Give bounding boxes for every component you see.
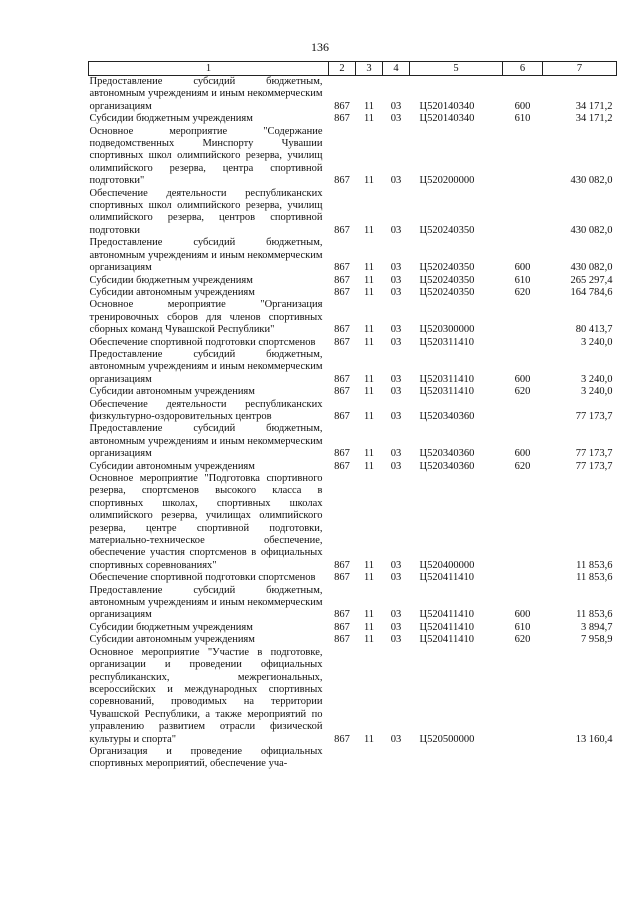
row-amount [543,746,617,771]
table-row [89,585,617,622]
row-description: Обеспечение спортивной подготовки спортсменов [89,572,316,584]
row-section-code: 11 [363,175,375,187]
row-expense-type: 610 [514,113,531,125]
row-ministry-code: 867 [334,373,350,385]
row-subsection-code: 03 [390,621,402,633]
row-ministry-code: 867 [334,386,350,398]
row-ministry-code: 867 [334,175,350,187]
row-section-code: 11 [363,373,375,385]
header-cell: 4 [383,62,410,76]
row-expense-type [503,572,543,584]
header-cell: 1 [89,62,329,76]
row-amount: 77 173,7 [575,448,613,460]
row-expense-type: 600 [514,373,531,385]
row-description: Субсидии автономным учреждениям [89,634,255,646]
row-expense-type [503,188,543,238]
row-expense-type [503,399,543,424]
row-subsection-code: 03 [390,262,402,274]
row-ministry-code: 867 [334,634,350,646]
row-subsection-code: 03 [390,373,402,385]
row-description: Обеспечение спортивной подготовки спортсменов [89,336,316,348]
row-subsection-code: 03 [390,100,402,112]
row-target-code: Ц520311410 [419,373,474,385]
row-description: Основное мероприятие "Содержание подведомственных Минспорту Чувашии спортивных школ олимпийского резерва, училищ олимпийского резерва, центра спортивной подготовки" [89,125,323,187]
row-expense-type: 610 [514,621,531,633]
row-amount: 13 160,4 [575,733,613,745]
row-expense-type [503,746,543,771]
row-target-code: Ц520200000 [419,175,475,187]
row-expense-type: 600 [514,609,531,621]
row-amount: 3 240,0 [581,336,613,348]
row-amount: 164 784,6 [570,286,613,298]
row-section-code: 11 [363,113,375,125]
row-section-code: 11 [363,559,375,571]
row-target-code: Ц520340360 [419,460,475,472]
row-target-code: Ц520340360 [419,448,475,460]
row-section-code: 11 [363,336,375,348]
row-section-code: 11 [363,572,375,584]
table-row [89,113,617,125]
table-row [89,237,617,274]
table-body [89,76,617,771]
row-amount: 430 082,0 [570,175,613,187]
row-ministry-code: 867 [334,286,350,298]
table-row [89,634,617,646]
row-description: Организация и проведение официальных спортивных мероприятий, обеспечение уча- [89,745,323,770]
row-description: Обеспечение деятельности республиканских физкультурно-оздоровительных центров [89,398,323,422]
table-row [89,423,617,460]
row-description: Субсидии бюджетным учреждениям [89,113,253,125]
row-target-code: Ц520400000 [419,559,475,571]
table-row [89,572,617,584]
row-section-code: 11 [363,262,375,274]
table-row [89,76,617,114]
row-description: Субсидии автономным учреждениям [89,286,255,298]
row-amount: 430 082,0 [570,262,613,274]
row-ministry-code: 867 [334,448,350,460]
table-row [89,399,617,424]
row-expense-type: 620 [514,460,531,472]
row-amount: 7 958,9 [581,634,613,646]
row-ministry-code: 867 [334,113,350,125]
row-expense-type: 620 [514,286,531,298]
row-section-code: 11 [363,410,375,422]
table-row [89,386,617,398]
row-target-code: Ц520140340 [419,100,475,112]
row-amount: 3 240,0 [581,373,613,385]
row-target-code: Ц520240350 [419,262,475,274]
row-subsection-code: 03 [390,448,402,460]
row-target-code: Ц520411410 [419,634,474,646]
row-section-code: 11 [363,460,375,472]
row-section-code: 11 [363,386,375,398]
row-subsection-code: 03 [390,336,402,348]
row-description: Основное мероприятие "Участие в подготовке, организации и проведении официальных республиканских, межрегиональных, всероссийских и международных спортивных соревнований, проводимых на территории Чувашской Республики, а также мероприятий по управлению развитием отрасли физической культуры и спорта" [89,646,323,745]
table-row [89,299,617,336]
row-ministry-code: 867 [334,609,350,621]
row-subsection-code: 03 [390,113,402,125]
row-amount: 34 171,2 [575,100,613,112]
row-expense-type [503,126,543,188]
row-description: Обеспечение деятельности республиканских спортивных школ олимпийского резерва, училищ олимпийского резерва, центров спортивной подготовки [89,187,323,236]
row-target-code: Ц520240350 [419,286,475,298]
row-ministry-code [329,746,356,771]
row-ministry-code: 867 [334,410,350,422]
row-target-code: Ц520340360 [419,410,475,422]
row-subsection-code: 03 [390,410,402,422]
row-ministry-code: 867 [334,336,350,348]
row-amount: 3 240,0 [581,386,613,398]
row-subsection-code: 03 [390,634,402,646]
budget-table [88,61,617,771]
row-section-code: 11 [363,224,375,236]
row-target-code: Ц520240350 [419,224,475,236]
row-ministry-code: 867 [334,460,350,472]
row-amount: 77 173,7 [575,410,613,422]
row-description: Предоставление субсидий бюджетным, автономным учреждениям и иным некоммерческим организациям [89,584,323,621]
row-description: Субсидии бюджетным учреждениям [89,621,253,633]
row-expense-type: 600 [514,448,531,460]
row-description: Предоставление субсидий бюджетным, автономным учреждениям и иным некоммерческим организациям [89,423,323,460]
row-ministry-code: 867 [334,572,350,584]
row-target-code: Ц520411410 [419,621,474,633]
row-expense-type: 600 [514,262,531,274]
header-row [89,62,617,76]
row-subsection-code: 03 [390,460,402,472]
table-row [89,126,617,188]
row-ministry-code: 867 [334,324,350,336]
row-target-code: Ц520300000 [419,324,475,336]
row-amount: 265 297,4 [570,274,613,286]
row-section-code: 11 [363,286,375,298]
table-row [89,188,617,238]
row-description: Основное мероприятие "Подготовка спортивного резерва, спортсменов высокого класса в спортивных школах, спортивных школах олимпийского резерва, училищах олимпийского резерва, центре спортивной подготовки, материально-техническое обеспечение, обеспечение участия спортсменов в официальных спортивных соревнованиях" [89,473,323,571]
row-ministry-code: 867 [334,621,350,633]
row-target-code [410,746,503,771]
row-subsection-code: 03 [390,175,402,187]
row-subsection-code: 03 [390,286,402,298]
row-section-code: 11 [363,609,375,621]
table-row [89,622,617,634]
row-subsection-code: 03 [390,609,402,621]
row-target-code: Ц520411410 [419,572,474,584]
row-section-code: 11 [363,621,375,633]
row-description: Субсидии автономным учреждениям [89,386,255,398]
row-section-code: 11 [363,100,375,112]
row-expense-type [503,299,543,336]
row-amount: 3 894,7 [581,621,613,633]
row-amount: 430 082,0 [570,224,613,236]
table-row [89,746,617,771]
header-cell: 3 [356,62,383,76]
header-cell: 6 [503,62,543,76]
row-ministry-code: 867 [334,559,350,571]
row-amount: 77 173,7 [575,460,613,472]
row-subsection-code: 03 [390,274,402,286]
table-row [89,647,617,746]
row-amount: 11 853,6 [576,609,613,621]
row-subsection-code: 03 [390,386,402,398]
row-amount: 11 853,6 [576,572,613,584]
row-subsection-code: 03 [390,559,402,571]
row-expense-type: 600 [514,100,531,112]
table-row [89,337,617,349]
row-description: Субсидии бюджетным учреждениям [89,274,253,286]
header-cell: 2 [329,62,356,76]
row-subsection-code: 03 [390,733,402,745]
row-section-code: 11 [363,448,375,460]
row-subsection-code: 03 [390,572,402,584]
row-section-code [356,746,383,771]
row-ministry-code: 867 [334,733,350,745]
row-expense-type: 620 [514,386,531,398]
row-section-code: 11 [363,733,375,745]
row-description: Основное мероприятие "Организация тренировочных сборов для членов спортивных сборных команд Чувашской Республики" [89,299,323,336]
row-description: Субсидии автономным учреждениям [89,460,255,472]
row-description: Предоставление субсидий бюджетным, автономным учреждениям и иным некоммерческим организациям [89,237,323,274]
row-subsection-code [383,746,410,771]
row-description: Предоставление субсидий бюджетным, автономным учреждениям и иным некоммерческим организациям [89,76,323,112]
row-target-code: Ц520411410 [419,609,474,621]
row-expense-type [503,647,543,746]
row-section-code: 11 [363,634,375,646]
row-amount: 11 853,6 [576,559,613,571]
row-ministry-code: 867 [334,100,350,112]
row-target-code: Ц520500000 [419,733,475,745]
row-ministry-code: 867 [334,274,350,286]
row-target-code: Ц520311410 [419,386,474,398]
row-ministry-code: 867 [334,262,350,274]
table-row [89,275,617,287]
row-amount: 80 413,7 [575,324,613,336]
header-cell: 7 [543,62,617,76]
row-expense-type: 620 [514,634,531,646]
row-target-code: Ц520240350 [419,274,475,286]
row-subsection-code: 03 [390,324,402,336]
row-expense-type: 610 [514,274,531,286]
header-cell: 5 [410,62,503,76]
row-subsection-code: 03 [390,224,402,236]
row-target-code: Ц520140340 [419,113,475,125]
table-row [89,349,617,386]
table-row [89,287,617,299]
row-expense-type [503,337,543,349]
row-description: Предоставление субсидий бюджетным, автономным учреждениям и иным некоммерческим организациям [89,348,323,385]
row-amount: 34 171,2 [575,113,613,125]
row-target-code: Ц520311410 [419,336,474,348]
row-section-code: 11 [363,274,375,286]
table-row [89,461,617,473]
page-number: 136 [311,40,329,54]
row-ministry-code: 867 [334,224,350,236]
row-expense-type [503,473,543,572]
table-row [89,473,617,572]
row-section-code: 11 [363,324,375,336]
